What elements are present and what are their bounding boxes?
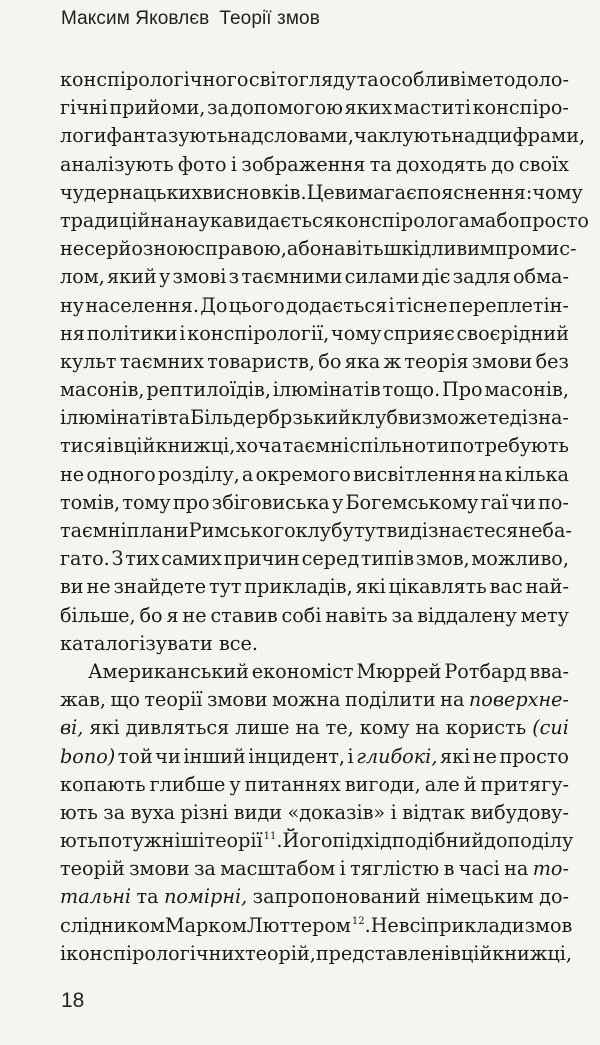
text-line	[60, 348, 569, 376]
word: і	[60, 941, 67, 965]
word: та	[136, 885, 159, 909]
word: на	[504, 857, 529, 881]
word: Люттером	[246, 913, 351, 937]
word: ілюмінатів	[272, 378, 381, 402]
word: цифрами,	[487, 124, 586, 148]
text-line	[60, 320, 569, 348]
text-line	[60, 545, 569, 573]
word: З	[111, 547, 124, 571]
word: за	[193, 857, 216, 881]
word: дізна-	[509, 406, 569, 430]
word: який	[107, 265, 157, 289]
word: і	[390, 800, 397, 824]
text-line	[60, 292, 569, 320]
word: самих	[161, 547, 222, 571]
word: або	[286, 237, 322, 261]
running-head	[61, 8, 320, 30]
text-line	[60, 263, 569, 291]
word: каталогізувати	[60, 631, 213, 655]
word: ють	[60, 829, 98, 853]
word: над	[451, 124, 488, 148]
word: на	[478, 462, 503, 486]
word: вас	[489, 575, 523, 599]
text-line	[60, 179, 583, 207]
word: вибудову-	[470, 800, 569, 824]
word: таємні	[60, 519, 127, 542]
text-line	[60, 658, 569, 686]
word: чи	[510, 490, 536, 514]
word: Богемському	[345, 490, 479, 514]
word: плани	[126, 519, 189, 542]
word: рептилоїдів,	[146, 378, 271, 402]
word: тісне	[395, 293, 448, 317]
word: які	[89, 716, 120, 740]
word: теорії	[144, 688, 203, 712]
word: все.	[218, 631, 258, 655]
word: справою,	[194, 237, 287, 261]
word: фото	[177, 152, 227, 176]
word: населення.	[85, 293, 199, 317]
word: види	[233, 800, 282, 824]
word: збіговиська	[211, 490, 330, 514]
word: про	[172, 490, 210, 514]
word: дивляться	[125, 716, 230, 740]
word: книжці,	[492, 941, 573, 965]
word: до-	[539, 885, 569, 909]
word: змові	[172, 265, 227, 289]
word: запропонований	[252, 885, 421, 909]
word: ви	[60, 575, 84, 599]
word: та	[356, 68, 379, 91]
word: ви	[398, 406, 422, 430]
word: вимагає	[334, 180, 417, 204]
word: таємними	[241, 265, 343, 289]
word: поділити	[344, 688, 436, 712]
word: Його	[282, 829, 333, 853]
word: методоло-	[466, 68, 569, 91]
word: на	[440, 688, 465, 712]
word: чому	[331, 321, 382, 345]
word: висновків.	[202, 180, 307, 204]
word: конспірології,	[187, 321, 330, 345]
word: лом,	[60, 265, 105, 289]
word: за	[103, 800, 126, 824]
word: по-	[538, 490, 569, 514]
text-line	[60, 855, 569, 883]
text-line	[60, 207, 589, 235]
word: прикладів,	[244, 575, 353, 599]
word: Римського	[188, 519, 296, 542]
word: притягу-	[480, 772, 569, 796]
word: тяглістю	[350, 857, 440, 881]
word: фантазують	[106, 124, 228, 148]
text-line	[60, 151, 569, 179]
italic-term: тальні	[60, 885, 132, 909]
word: неба-	[518, 519, 572, 542]
word: най-	[525, 575, 569, 599]
word: без	[535, 349, 569, 373]
word: тому	[122, 490, 171, 514]
word: зможете	[421, 406, 510, 430]
word: словами,	[263, 124, 355, 148]
word: До	[200, 293, 228, 317]
word: потужніші	[97, 829, 205, 853]
text-line	[60, 940, 573, 968]
text-line	[60, 122, 586, 150]
word: політики	[86, 321, 178, 345]
word: поділу	[507, 829, 574, 853]
word: задля	[452, 265, 511, 289]
word: цього	[228, 293, 285, 317]
running-head-title: Теорії змов	[219, 8, 320, 29]
word: представлені	[315, 941, 451, 965]
word: а	[241, 462, 254, 486]
word: віддалену	[417, 603, 517, 627]
word: тих	[125, 547, 160, 571]
text-line	[60, 630, 569, 658]
word: тощо.	[382, 378, 441, 402]
word: своєрідний	[456, 321, 569, 345]
word: не	[86, 575, 111, 599]
word: потребують	[449, 434, 569, 458]
word: підхід	[332, 829, 392, 853]
word: вуха	[130, 800, 176, 824]
word: цій	[460, 941, 493, 965]
word: яких	[344, 96, 393, 120]
text-line	[60, 404, 569, 432]
text-line	[60, 66, 569, 94]
word: клуб	[350, 406, 398, 430]
word: у	[158, 265, 171, 289]
word: Більдербрзький	[190, 406, 351, 430]
text-line	[60, 743, 569, 771]
word: над	[227, 124, 264, 148]
word: тися	[60, 434, 107, 458]
word: не	[472, 744, 497, 768]
word: інцидент,	[248, 744, 345, 768]
text-line	[60, 602, 569, 630]
word: клубу	[295, 519, 354, 542]
word: відтак	[402, 800, 466, 824]
word: теорії	[204, 829, 263, 853]
word: які	[355, 575, 386, 599]
word: в	[450, 941, 461, 965]
word: не	[182, 603, 207, 627]
word: та	[167, 406, 191, 430]
footnote-ref: 12	[351, 915, 365, 927]
italic-term: поверхне-	[468, 688, 569, 712]
word: слідником	[60, 913, 165, 937]
word: до	[484, 829, 508, 853]
text-line	[60, 912, 573, 940]
word: вигоди,	[344, 772, 421, 796]
word: чудернацьких	[60, 180, 203, 204]
word: можливо,	[471, 547, 569, 571]
word: і	[179, 321, 186, 345]
word: чому	[532, 180, 583, 204]
italic-term: глибокі,	[356, 744, 438, 768]
word: економіст	[251, 659, 354, 683]
word: теорій,	[245, 941, 316, 965]
word: змов,	[415, 547, 470, 571]
word: культ	[60, 349, 117, 373]
word: різні	[180, 800, 229, 824]
word: несерйозною	[60, 237, 195, 261]
word: традиційна	[60, 208, 175, 232]
word: розділу,	[157, 462, 240, 486]
word: пояснення:	[416, 180, 533, 204]
word: товариств,	[207, 349, 315, 373]
page-number: 18	[61, 989, 85, 1012]
word: вва-	[529, 659, 569, 683]
word: типів	[360, 547, 415, 571]
word: й	[463, 772, 477, 796]
word: спільноти	[349, 434, 450, 458]
word: знайдете	[113, 575, 207, 599]
word: подібний	[391, 829, 485, 853]
word: в	[112, 434, 124, 458]
word: масонів,	[60, 378, 145, 402]
word: промис-	[494, 237, 577, 261]
word: таємних	[119, 349, 204, 373]
word: теорій	[60, 857, 125, 881]
italic-term: помірні,	[164, 885, 248, 909]
word: часі	[458, 857, 500, 881]
word: зображення	[241, 152, 366, 176]
word: змови	[207, 688, 268, 712]
word: томів,	[60, 490, 121, 514]
word: ють	[60, 800, 98, 824]
word: доходять	[396, 152, 487, 176]
word: причин	[223, 547, 300, 571]
word: допомогою	[230, 96, 343, 120]
word: глибше	[149, 772, 226, 796]
word: змови	[471, 349, 533, 373]
word: гаї	[480, 490, 509, 514]
word: тут	[353, 519, 387, 542]
text-line	[60, 517, 572, 545]
word: додається	[285, 293, 388, 317]
word: кому	[359, 716, 410, 740]
word: ставив	[210, 603, 278, 627]
text-line	[60, 489, 569, 517]
word: просто	[519, 208, 589, 232]
word: і	[106, 434, 113, 458]
word: аналізують	[60, 152, 174, 176]
word: навіть	[325, 603, 388, 627]
word: висвітлення	[353, 462, 477, 486]
text-line	[60, 714, 569, 742]
word: ну	[60, 293, 85, 317]
italic-term: ві,	[60, 716, 84, 740]
word: наука	[174, 208, 234, 232]
word: логи	[60, 124, 107, 148]
running-head-author: Максим Яковлєв	[61, 8, 210, 29]
word: цій	[124, 434, 156, 458]
word: в	[443, 857, 455, 881]
word: ви	[386, 519, 411, 542]
text-line	[60, 771, 569, 799]
word: конспіро-	[472, 96, 569, 120]
word: жав,	[60, 688, 106, 712]
word: видається	[233, 208, 335, 232]
word: на	[295, 716, 320, 740]
word: конспірологам	[334, 208, 485, 232]
text-line	[60, 799, 569, 827]
word: своїх	[518, 152, 569, 176]
word: ж	[383, 349, 402, 373]
word: за	[206, 96, 229, 120]
word: тут	[208, 575, 242, 599]
word: німецьким	[425, 885, 534, 909]
word: хоча	[235, 434, 283, 458]
word: копають	[60, 772, 146, 796]
italic-term: bono)	[60, 744, 116, 768]
word: той	[117, 744, 153, 768]
text-line	[60, 376, 569, 404]
word: але	[424, 772, 460, 796]
word: обма-	[512, 265, 569, 289]
word: яка	[344, 349, 381, 373]
word: теорія	[404, 349, 469, 373]
word: дізнаєтеся	[410, 519, 519, 542]
word: більше,	[60, 603, 136, 627]
word: всі	[398, 913, 427, 937]
word: цікавлять	[388, 575, 487, 599]
word: масонів,	[484, 378, 569, 402]
text-line	[60, 235, 577, 263]
word: серед	[301, 547, 360, 571]
word: навіть	[321, 237, 384, 261]
word: конспірологічних	[66, 941, 245, 965]
word: чи	[155, 744, 181, 768]
word: за	[391, 603, 414, 627]
word: Ротбард	[444, 659, 527, 683]
italic-term: то-	[532, 857, 569, 881]
word: або	[484, 208, 520, 232]
text-line	[60, 94, 569, 122]
word: можна	[272, 688, 341, 712]
word: особливі	[379, 68, 467, 91]
word: ілюмінатів	[60, 406, 168, 430]
word: діє	[421, 265, 451, 289]
word: кілька	[504, 462, 569, 486]
word: сприяє	[383, 321, 455, 345]
word: з	[228, 265, 240, 289]
word: і	[388, 293, 395, 317]
word: у	[229, 772, 241, 796]
word: Не	[370, 913, 399, 937]
text-line	[60, 461, 569, 489]
word: мету	[520, 603, 569, 627]
word: чаклують	[354, 124, 452, 148]
text-line	[60, 827, 574, 855]
text-line	[60, 432, 569, 460]
word: приклади	[426, 913, 525, 937]
word: змови	[129, 857, 190, 881]
body-text	[60, 66, 589, 968]
word: «доказів»	[287, 800, 386, 824]
word: я	[166, 603, 179, 627]
word: що	[110, 688, 140, 712]
word-with-footnote: теорії$^{11}$.	[205, 827, 283, 855]
word: Марком	[164, 913, 247, 937]
word: книжці,	[155, 434, 236, 458]
word: гато.	[60, 547, 110, 571]
word: і	[230, 152, 238, 176]
word: і	[339, 857, 346, 881]
word: користь	[445, 716, 527, 740]
word: бо	[139, 603, 163, 627]
word: які	[439, 744, 471, 768]
word: просто	[499, 744, 569, 768]
word: бо	[318, 349, 342, 373]
word: те,	[325, 716, 354, 740]
word: прийоми,	[109, 96, 206, 120]
word: окремого	[255, 462, 351, 486]
word: та	[369, 152, 392, 176]
word: ня	[60, 321, 85, 345]
word: маститі	[393, 96, 472, 120]
word-with-footnote: Люттером$^{12}$.	[247, 912, 371, 940]
word: змов	[524, 913, 573, 937]
word: Про	[442, 378, 483, 402]
word: конспірологічного	[60, 68, 249, 91]
word: Мюррей	[356, 659, 442, 683]
text-line	[60, 883, 569, 911]
word: лише	[235, 716, 290, 740]
word: таємні	[282, 434, 350, 458]
word: і	[347, 744, 354, 768]
word: одного	[86, 462, 156, 486]
word: у	[331, 490, 344, 514]
word: силами	[344, 265, 420, 289]
word: до	[491, 152, 515, 176]
word: інший	[183, 744, 246, 768]
italic-term: (cui	[532, 716, 569, 740]
text-line	[60, 686, 569, 714]
word: масштабом	[220, 857, 336, 881]
word: питаннях	[244, 772, 341, 796]
word: шкідливим	[383, 237, 495, 261]
word: переплетін-	[448, 293, 569, 317]
word: на	[415, 716, 440, 740]
word: собі	[281, 603, 322, 627]
text-line	[60, 573, 569, 601]
footnote-ref: 11	[263, 831, 277, 843]
word: Американський	[88, 659, 249, 683]
word: гічні	[60, 96, 108, 120]
word: Це	[306, 180, 335, 204]
word: світогляду	[248, 68, 357, 91]
word: не	[60, 462, 85, 486]
